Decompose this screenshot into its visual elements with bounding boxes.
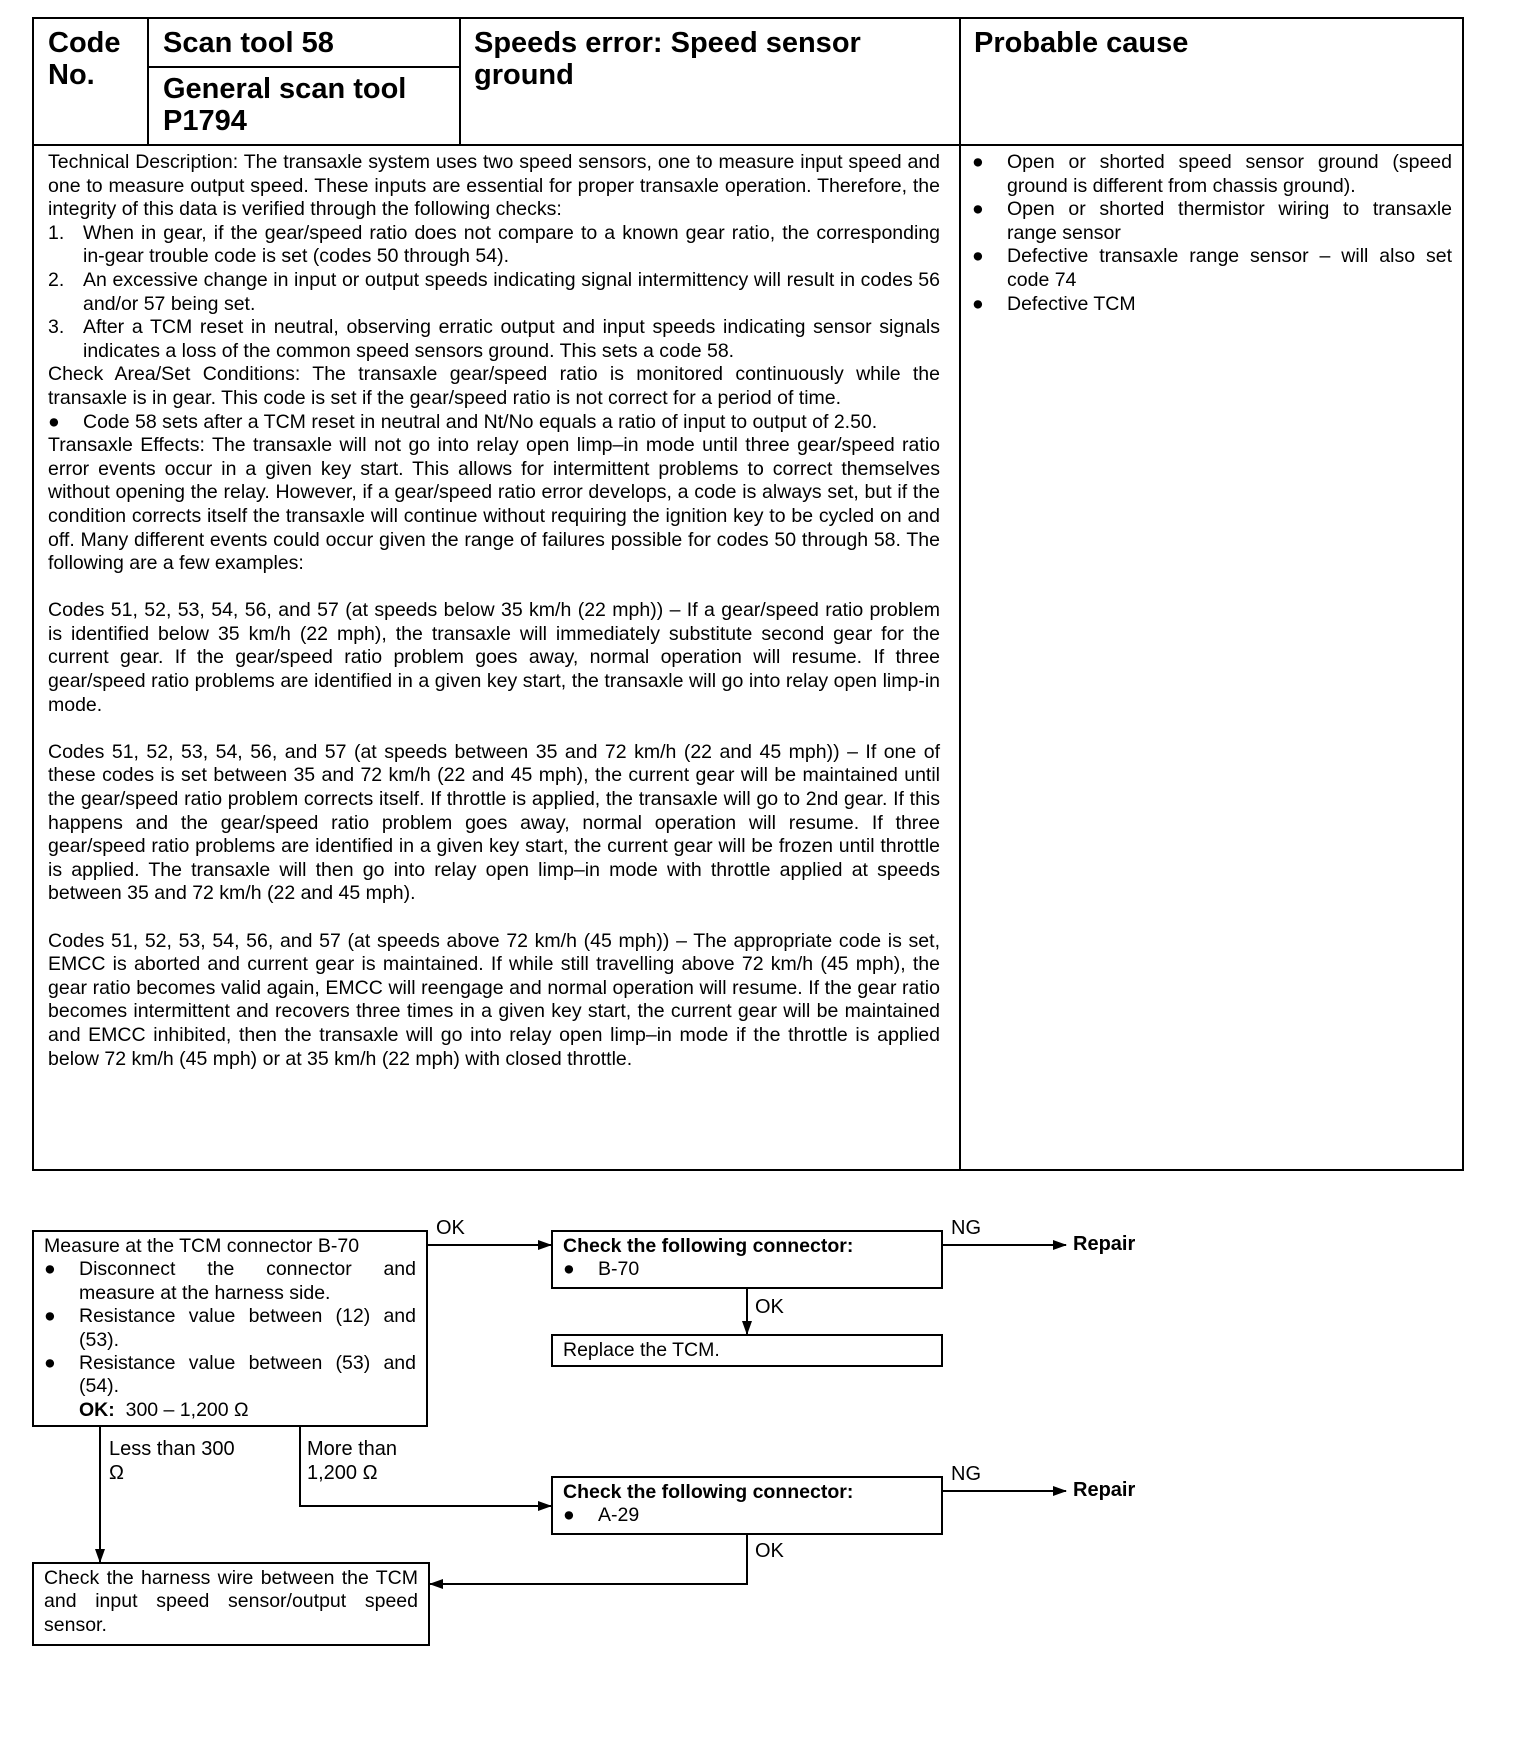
check-area-conditions: Check Area/Set Conditions: The transaxle gear/speed ratio is monitored continuously while the transaxle is in gear. This code is set if the gear/speed ratio is not correct for a period of time. — [48, 363, 940, 409]
ok-range — [44, 1399, 416, 1422]
repair-label: Repair — [1073, 1233, 1136, 1255]
replace-tcm-text: Replace the TCM. — [563, 1339, 720, 1361]
repair-label: Repair — [1073, 1479, 1136, 1501]
bullet-icon: ● — [44, 1258, 56, 1281]
check-connector-b70-box — [551, 1230, 943, 1289]
example-35-to-72: Codes 51, 52, 53, 54, 56, and 57 (at speeds between 35 and 72 km/h (22 and 45 mph)) – If one of these codes is set between 35 and 72 km/h (22 and 45 mph), the current gear will be maintained until the gear/speed ratio problem corrects itself. If throttle is applied, the transaxle will go to 2nd gear. If this happens and the gear/speed ratio problem goes away, normal operation will resume. If three gear/speed ratio problems are identified in a given key start, the current gear will be frozen until throttle is applied. The transaxle will then go into relay open limp–in mode with throttle applied at speeds between 35 and 72 km/h (22 and 45 mph). — [48, 740, 940, 905]
check-a29-title: Check the following connector: — [563, 1481, 854, 1503]
probable-cause-header: Probable cause — [974, 27, 1189, 59]
ng-label: NG — [951, 1217, 981, 1239]
check-text: When in gear, if the gear/speed ratio does not compare to a known gear ratio, the corresponding in-gear trouble code is set (codes 50 through 54). — [83, 221, 940, 268]
measure-tcm-connector-box — [32, 1230, 428, 1427]
measure-step — [44, 1258, 416, 1305]
harness-text: Check the harness wire between the TCM and input speed sensor/output speed sensor. — [44, 1567, 418, 1636]
scan-tool-code: Scan tool 58 — [163, 27, 334, 59]
measure-step-text: Disconnect the connector and measure at the harness side. — [79, 1258, 416, 1304]
check-text: After a TCM reset in neutral, observing erratic output and input speeds indicating sensor signals indicates a loss of the common speed sensors ground. This sets a code 58. — [83, 316, 940, 362]
bullet-icon: ● — [48, 410, 60, 433]
set-condition-text: Code 58 sets after a TCM reset in neutral and Nt/No equals a ratio of input to output of 2.50. — [83, 410, 878, 433]
more-than-label: More than 1,200 Ω — [307, 1438, 398, 1484]
example-above-72: Codes 51, 52, 53, 54, 56, and 57 (at speeds above 72 km/h (45 mph)) – The appropriate code is set, EMCC is aborted and current gear is maintained. If while still travelling above 72 km/h (45 mph), the gear ratio becomes valid again, EMCC will reengage and normal operation will resume. If the gear ratio becomes intermittent and recovers three times in a given key start, the current gear will be maintained and EMCC inhibited, then the transaxle will go into relay open limp–in mode if the throttle is applied below 72 km/h (45 mph) or at 35 km/h (22 mph) with closed throttle. — [48, 929, 940, 1070]
bullet-icon: ● — [972, 151, 984, 173]
measure-step — [44, 1305, 416, 1352]
bullet-icon: ● — [972, 198, 984, 221]
check-text: An excessive change in input or output speeds indicating signal intermittency will result in codes 56 and/or 57 being set. — [83, 268, 940, 315]
ok-range-label: OK: — [79, 1398, 115, 1421]
connector-b70: B-70 — [598, 1258, 640, 1281]
bullet-icon: ● — [972, 245, 984, 268]
connector-a29: A-29 — [598, 1504, 640, 1527]
bullet-icon: ● — [44, 1352, 56, 1375]
ok-label: OK — [755, 1540, 784, 1562]
code-no-header: Code No. — [48, 27, 121, 91]
dtc-title: Speeds error: Speed sensor ground — [474, 27, 861, 91]
measure-step-text: Resistance value between (12) and (53). — [79, 1305, 416, 1351]
check-number: 1. — [48, 221, 65, 244]
check-b70-item — [563, 1258, 931, 1281]
check-a29-item — [563, 1504, 931, 1527]
measure-step — [44, 1352, 416, 1399]
description-intro: Technical Description: The transaxle system uses two speed sensors, one to measure input speed and one to measure output speed. These inputs are essential for proper transaxle operation. Therefore, the integrity of this data is verified through the following checks: — [48, 151, 940, 221]
measure-title: Measure at the TCM connector B-70 — [44, 1235, 360, 1257]
ok-label: OK — [436, 1217, 465, 1239]
less-than-label: Less than 300 Ω — [109, 1438, 235, 1484]
ng-label: NG — [951, 1463, 981, 1485]
general-scan-tool-code: General scan tool P1794 — [163, 73, 407, 137]
cause-text: Defective TCM — [1007, 292, 1136, 315]
ok-label: OK — [755, 1296, 784, 1318]
check-number: 2. — [48, 268, 65, 291]
check-connector-a29-box — [551, 1476, 943, 1535]
cause-text: Open or shorted speed sensor ground (speed ground is different from chassis ground). — [1007, 151, 1452, 197]
check-number: 3. — [48, 316, 65, 339]
replace-tcm-box — [551, 1334, 943, 1367]
bullet-icon: ● — [972, 292, 984, 315]
example-below-35: Codes 51, 52, 53, 54, 56, and 57 (at speeds below 35 km/h (22 mph)) – If a gear/speed ratio problem is identified below 35 km/h (22 mph), the transaxle will immediately substitute second gear for the current gear. If the gear/speed ratio problem goes away, normal operation will resume. If three gear/speed ratio problems are identified in a given key start, the transaxle will go into relay open limp-in mode. — [48, 599, 940, 716]
arrow-ok-to-harness — [430, 1535, 747, 1584]
measure-step-text: Resistance value between (53) and (54). — [79, 1352, 416, 1398]
cause-text: Defective transaxle range sensor – will also set code 74 — [1007, 245, 1452, 291]
bullet-icon: ● — [563, 1258, 575, 1281]
bullet-icon: ● — [563, 1504, 575, 1527]
cause-text: Open or shorted thermistor wiring to transaxle range sensor — [1007, 198, 1452, 244]
bullet-icon: ● — [44, 1305, 56, 1328]
ok-range-value: 300 – 1,200 Ω — [125, 1398, 249, 1421]
check-harness-wire-box — [32, 1562, 430, 1646]
transaxle-effects: Transaxle Effects: The transaxle will not go into relay open limp–in mode until three gear/speed ratio error events occur in a given key start. This allows for intermittent problems to correct themselves without opening the relay. However, if a gear/speed ratio error develops, a code is always set, but if the condition corrects itself the transaxle will continue without requiring the ignition key to be cycled on and off. Many different events could occur given the range of failures possible for codes 50 through 58. The following are a few examples: — [48, 434, 940, 575]
check-b70-title: Check the following connector: — [563, 1235, 854, 1257]
